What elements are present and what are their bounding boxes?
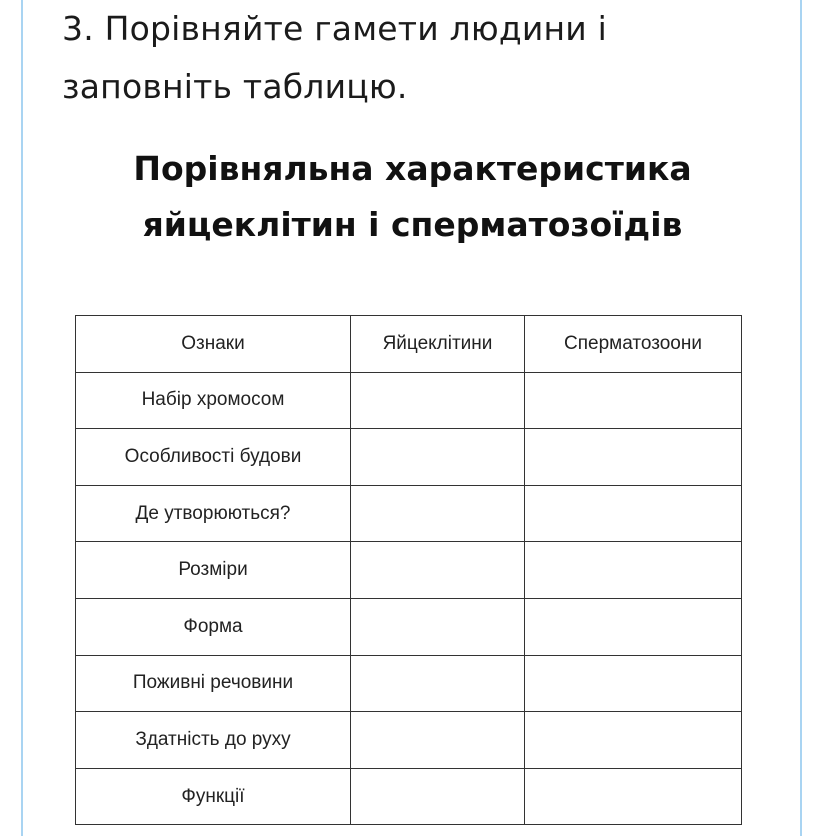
sperm-cell-input[interactable] [525,768,742,825]
table-row [76,542,742,599]
header-features: Ознаки [76,316,351,373]
egg-cell-input[interactable] [351,372,525,429]
egg-cell-input[interactable] [351,712,525,769]
egg-cell-input[interactable] [351,429,525,486]
table-title-line-1: Порівняльна характеристика [133,149,692,188]
task-text [62,0,782,116]
row-label: Особливості будови [76,429,351,486]
sperm-cell-input[interactable] [525,429,742,486]
table-row [76,598,742,655]
table-row [76,712,742,769]
egg-cell-input[interactable] [351,598,525,655]
row-label: Здатність до руху [76,712,351,769]
table-row [76,768,742,825]
row-label: Розміри [76,542,351,599]
row-label: Форма [76,598,351,655]
table-title [60,141,765,253]
sperm-cell-input[interactable] [525,598,742,655]
egg-cell-input[interactable] [351,768,525,825]
table-row [76,655,742,712]
egg-cell-input[interactable] [351,655,525,712]
table-title-line-2: яйцеклітин і сперматозоїдів [142,205,683,244]
sperm-cell-input[interactable] [525,712,742,769]
sperm-cell-input[interactable] [525,542,742,599]
row-label: Де утворюються? [76,485,351,542]
task-line-2: заповніть таблицю. [62,67,408,106]
row-label: Набір хромосом [76,372,351,429]
task-line-1: 3. Порівняйте гамети людини і [62,9,607,48]
sperm-cell-input[interactable] [525,485,742,542]
table-row [76,485,742,542]
comparison-table [75,315,742,825]
table-row [76,372,742,429]
row-label: Поживні речовини [76,655,351,712]
egg-cell-input[interactable] [351,485,525,542]
header-sperm: Сперматозоони [525,316,742,373]
header-eggs: Яйцеклітини [351,316,525,373]
egg-cell-input[interactable] [351,542,525,599]
sperm-cell-input[interactable] [525,372,742,429]
table-row [76,429,742,486]
row-label: Функції [76,768,351,825]
sperm-cell-input[interactable] [525,655,742,712]
table-header-row [76,316,742,373]
